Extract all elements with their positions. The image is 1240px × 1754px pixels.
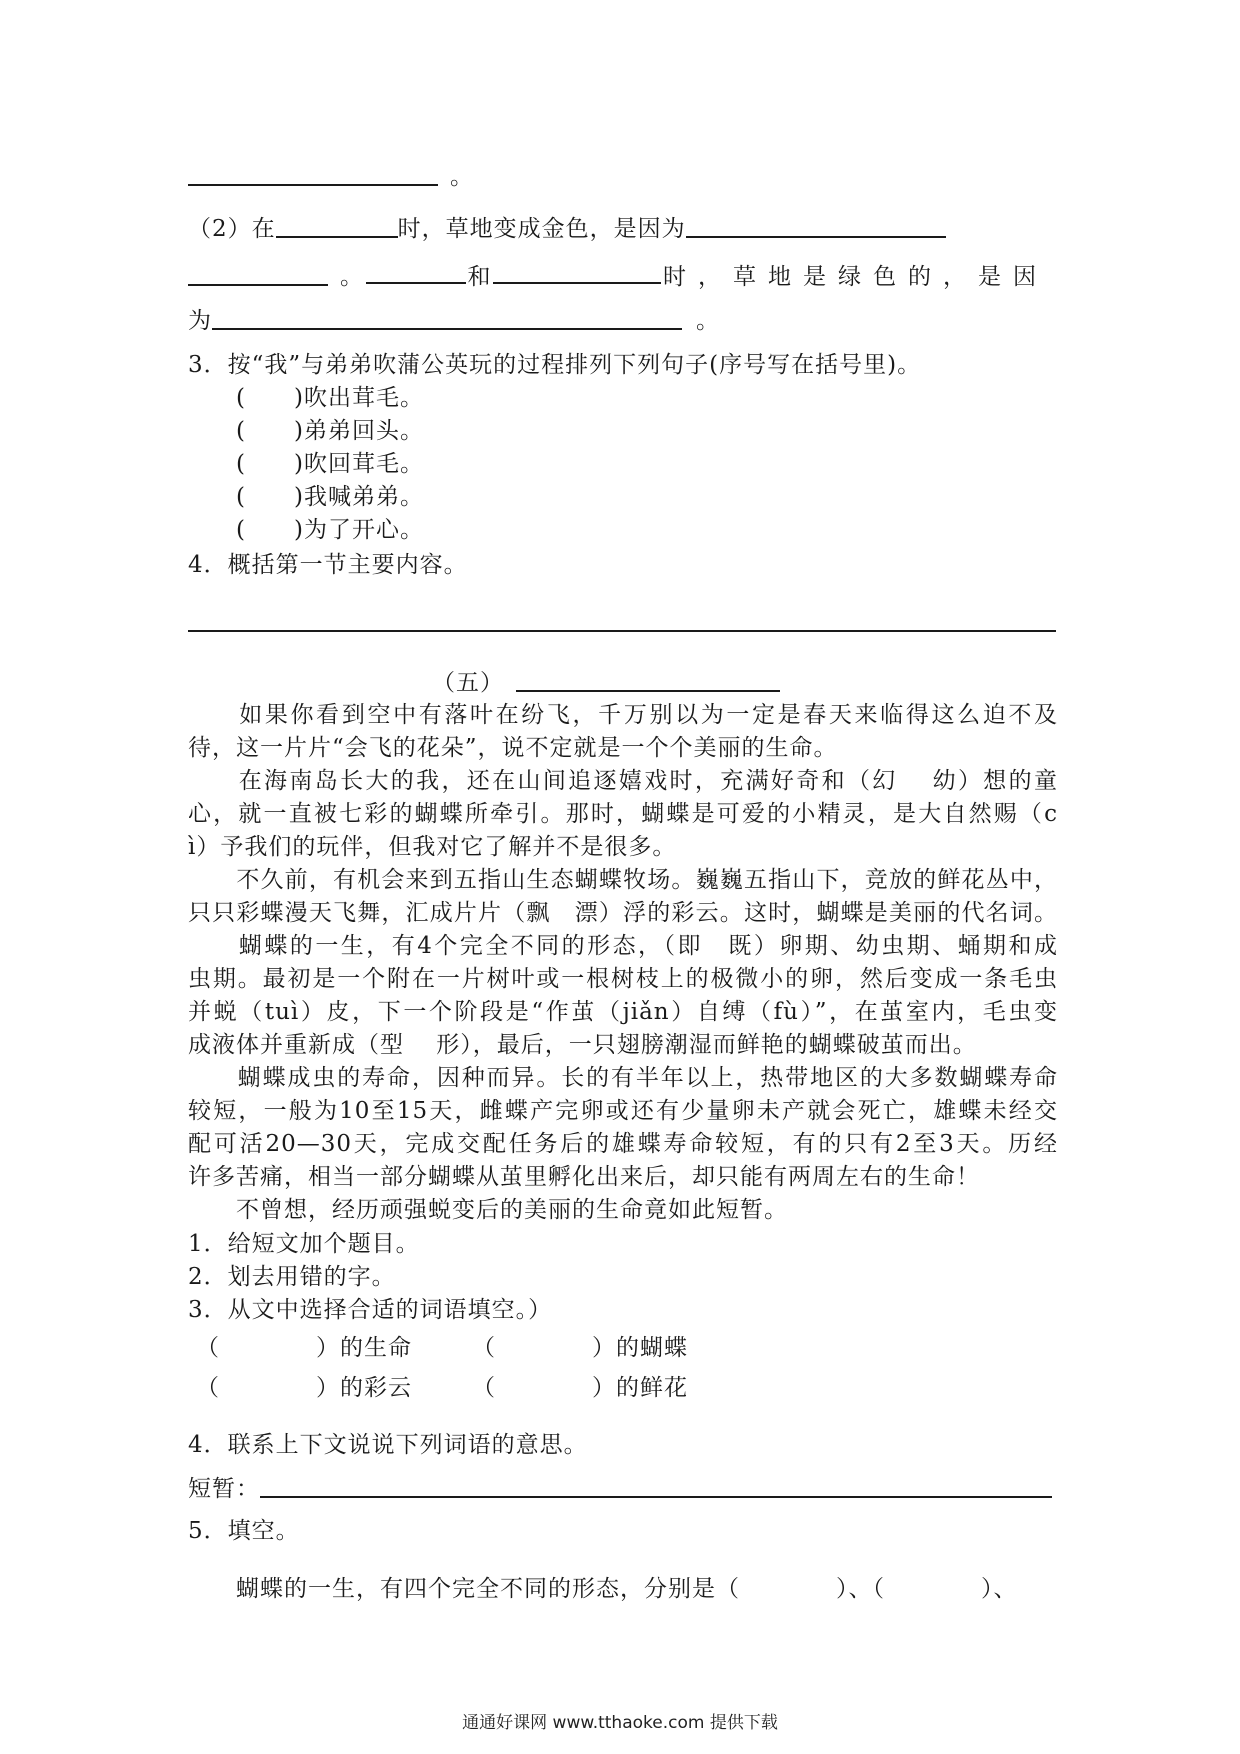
order-item: ( )我喊弟弟。 — [236, 484, 424, 510]
blank[interactable] — [212, 304, 682, 330]
order-item: ( )为了开心。 — [236, 517, 424, 543]
answer-line[interactable] — [188, 630, 1056, 632]
blank[interactable] — [686, 212, 946, 238]
passage-line: 不久前，有机会来到五指山生态蝴蝶牧场。巍巍五指山下，竞放的鲜花丛中， — [188, 867, 1058, 893]
order-item: ( )吹回茸毛。 — [236, 451, 424, 477]
passage-line: 虫期。最初是一个附在一片树叶或一根树枝上的极微小的卵，然后变成一条毛虫 — [188, 966, 1058, 992]
passage-line: ì）予我们的玩伴，但我对它了解并不是很多。 — [188, 834, 677, 860]
question-5-prompt: 5．填空。 — [188, 1518, 300, 1544]
fill-item[interactable]: （ ）的鲜花 — [472, 1375, 688, 1401]
footer-source: 通通好课网 www.tthaoke.com 提供下载 — [462, 1713, 778, 1733]
title-blank[interactable] — [516, 666, 780, 692]
order-item: ( )吹出茸毛。 — [236, 385, 424, 411]
passage-line: 蝴蝶的一生，有4个完全不同的形态，（即 既）卵期、幼虫期、蛹期和成 — [188, 933, 1058, 959]
passage-line: 较短，一般为10至15天，雌蝶产完卵或还有少量卵未产就会死亡，雄蝶未经交 — [188, 1098, 1058, 1124]
word-meaning-line: 短暂： — [188, 1472, 1058, 1504]
fill-item[interactable]: （ ）的蝴蝶 — [472, 1335, 688, 1361]
passage-line: 只只彩蝶漫天飞舞，汇成片片（飘 漂）浮的彩云。这时，蝴蝶是美丽的代名词。 — [188, 900, 1058, 926]
order-item: ( )弟弟回头。 — [236, 418, 424, 444]
passage-line: 配可活20—30天，完成交配任务后的雄蝶寿命较短，有的只有2至3天。历经 — [188, 1131, 1058, 1157]
question-4-prompt: 4．联系上下文说说下列词语的意思。 — [188, 1432, 588, 1458]
section-heading: （五） — [432, 666, 1240, 698]
passage-line: 不曾想，经历顽强蜕变后的美丽的生命竟如此短暂。 — [188, 1197, 788, 1223]
passage-line: 许多苦痛，相当一部分蝴蝶从茧里孵化出来后，却只能有两周左右的生命！ — [188, 1164, 980, 1190]
blank[interactable] — [276, 212, 398, 238]
blank[interactable] — [366, 258, 466, 284]
passage-line: 蝴蝶成虫的寿命，因种而异。长的有半年以上，热带地区的大多数蝴蝶寿命 — [188, 1065, 1058, 1091]
question-3-prompt: 3．从文中选择合适的词语填空。） — [188, 1297, 553, 1323]
answer-line-top: 。 — [188, 160, 1058, 192]
question-4-prompt: 4．概括第一节主要内容。 — [188, 552, 468, 578]
passage-line: 并蜕（tuì）皮，下一个阶段是“作茧（jiǎn）自缚（fù）”，在茧室内，毛虫变 — [188, 999, 1058, 1025]
question-1-prompt: 1．给短文加个题目。 — [188, 1231, 420, 1257]
passage-line: 如果你看到空中有落叶在纷飞，千万别以为一定是春天来临得这么迫不及 — [188, 702, 1058, 728]
fill-item[interactable]: （ ）的彩云 — [196, 1375, 412, 1401]
question-2-line-2: 。 和 时，草地是绿色的，是因 — [188, 258, 1048, 292]
blank[interactable] — [493, 258, 661, 284]
passage-line: 成液体并重新成（型 形），最后，一只翅膀潮湿而鲜艳的蝴蝶破茧而出。 — [188, 1032, 977, 1058]
fill-sentence: 蝴蝶的一生，有四个完全不同的形态，分别是（ ）、（ ）、 — [188, 1576, 1018, 1602]
question-3-prompt: 3．按“我”与弟弟吹蒲公英玩的过程排列下列句子(序号写在括号里)。 — [188, 352, 922, 378]
passage-line: 在海南岛长大的我，还在山间追逐嬉戏时，充满好奇和（幻 幼）想的童 — [188, 768, 1058, 794]
blank[interactable] — [188, 260, 328, 286]
fill-item[interactable]: （ ）的生命 — [196, 1335, 412, 1361]
blank[interactable] — [188, 160, 438, 186]
question-2-prompt: 2．划去用错的字。 — [188, 1264, 396, 1290]
passage-line: 待，这一片片“会飞的花朵”，说不定就是一个个美丽的生命。 — [188, 735, 838, 761]
answer-blank[interactable] — [260, 1472, 1052, 1498]
passage-line: 心，就一直被七彩的蝴蝶所牵引。那时，蝴蝶是可爱的小精灵，是大自然赐（c — [188, 801, 1058, 827]
question-2-line-3: 为 。 — [188, 304, 1058, 336]
question-2-line-1: （2）在 时，草地变成金色，是因为 — [188, 212, 1058, 244]
